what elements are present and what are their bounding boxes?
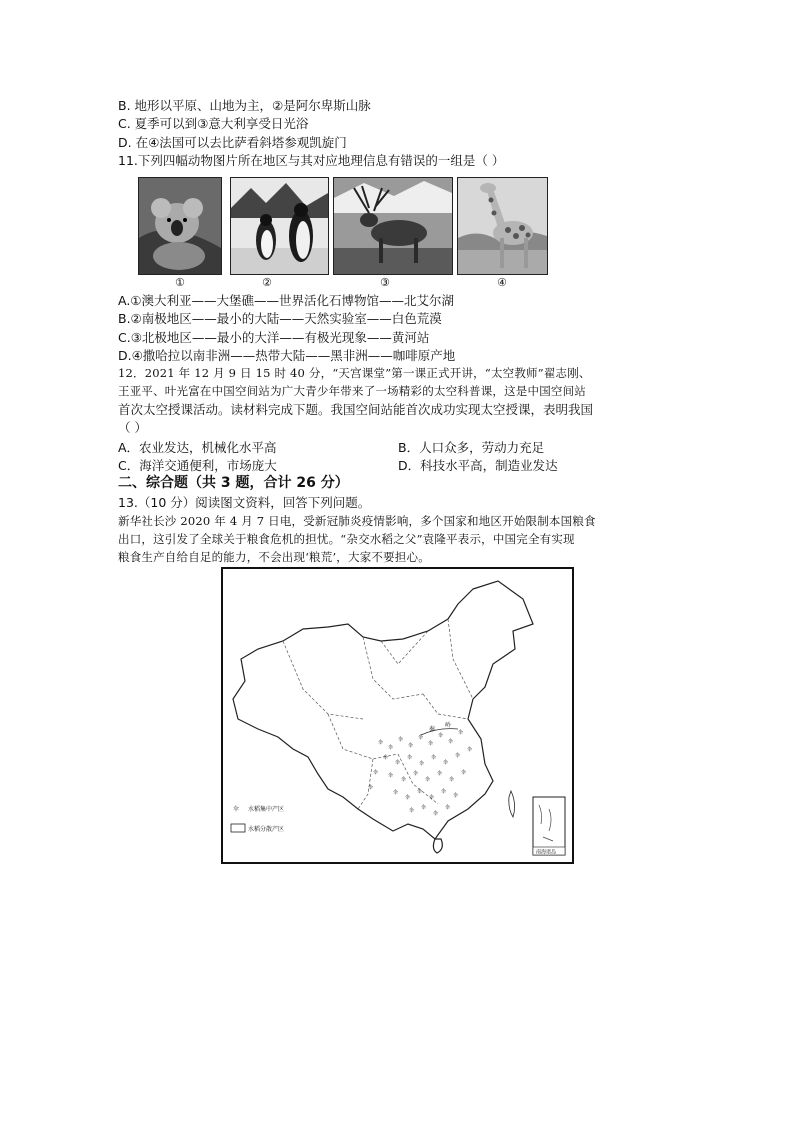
svg-text:伞: 伞 [368, 785, 374, 791]
svg-text:伞: 伞 [458, 730, 464, 736]
legend-label-1: 水稻集中产区 [248, 806, 285, 813]
svg-text:伞: 伞 [448, 739, 454, 745]
south-china-sea-inset [533, 797, 565, 856]
svg-text:伞: 伞 [398, 737, 404, 743]
svg-text:伞: 伞 [455, 753, 461, 759]
svg-text:伞: 伞 [467, 747, 473, 753]
svg-text:伞: 伞 [233, 806, 240, 813]
question-12-line1: 12．2021 年 12 月 9 日 15 时 40 分，“天宫课堂”第一课正式开讲，“太空教师”翟志刚、 [118, 366, 591, 380]
option-c: C. 夏季可以到③意大利享受日光浴 [118, 116, 309, 131]
penguin-photo [230, 177, 329, 275]
china-outline [233, 581, 533, 839]
rice-symbols [368, 729, 472, 817]
svg-text:伞: 伞 [417, 789, 423, 795]
option-b: B. 地形以平原、山地为主，②是阿尔卑斯山脉 [118, 98, 371, 113]
question-12-line3: 首次太空授课活动。读材料完成下题。我国空间站能首次成功实现太空授课，表明我国 [118, 402, 594, 417]
svg-text:伞: 伞 [405, 795, 411, 801]
svg-text:伞: 伞 [428, 741, 434, 747]
svg-text:伞: 伞 [445, 805, 451, 811]
svg-text:伞: 伞 [418, 735, 424, 741]
svg-text:伞: 伞 [373, 770, 379, 776]
reindeer-photo [333, 177, 453, 275]
svg-text:伞: 伞 [388, 773, 394, 779]
q12-option-c: C．海洋交通便利，市场庞大 [118, 458, 277, 473]
svg-text:伞: 伞 [433, 811, 439, 817]
svg-text:伞: 伞 [431, 755, 437, 761]
svg-text:伞: 伞 [453, 793, 459, 799]
svg-text:伞: 伞 [408, 743, 414, 749]
photo-label-3: ③ [380, 276, 390, 289]
option-d: D. 在④法国可以去比萨看斜塔参观凯旋门 [118, 135, 347, 150]
animal-photos [138, 177, 548, 277]
question-13: 13.（10 分）阅读图文资料，回答下列问题。 [118, 495, 371, 510]
q12-option-b: B．人口众多，劳动力充足 [398, 440, 545, 455]
svg-text:伞: 伞 [393, 790, 399, 796]
china-rice-map [221, 567, 574, 864]
question-11: 11.下列四幅动物图片所在地区与其对应地理信息有错误的一组是（ ） [118, 153, 505, 168]
svg-text:伞: 伞 [421, 805, 427, 811]
svg-text:伞: 伞 [401, 777, 407, 783]
svg-text:伞: 伞 [407, 755, 413, 761]
question-12-line2: 王亚平、叶光富在中国空间站为广大青少年带来了一场精彩的太空科普课，这是中国空间站 [118, 384, 586, 398]
svg-text:伞: 伞 [425, 777, 431, 783]
svg-text:伞: 伞 [443, 760, 449, 766]
photo-label-1: ① [175, 276, 185, 289]
inset-label: 南海诸岛 [536, 849, 557, 856]
svg-text:伞: 伞 [429, 795, 435, 801]
svg-text:伞: 伞 [388, 745, 394, 751]
q12-option-a: A．农业发达，机械化水平高 [118, 440, 277, 455]
svg-text:伞: 伞 [449, 777, 455, 783]
label-qin: 秦 [429, 726, 436, 733]
passage-line3: 粮食生产自给自足的能力，不会出现‘粮荒’，大家不要担心。 [118, 550, 430, 564]
svg-text:伞: 伞 [419, 761, 425, 767]
legend [231, 805, 284, 833]
svg-text:伞: 伞 [383, 755, 389, 761]
question-12-line4: （ ） [118, 420, 147, 435]
koala-photo [138, 177, 222, 275]
svg-text:伞: 伞 [461, 770, 467, 776]
passage-line1: 新华社长沙 2020 年 4 月 7 日电，受新冠肺炎疫情影响，多个国家和地区开始限制本国粮食 [118, 514, 596, 528]
q12-option-d: D．科技水平高，制造业发达 [398, 458, 558, 473]
passage-line2: 出口，这引发了全球关于粮食危机的担忧。“杂交水稻之父”袁隆平表示，中国完全有实现 [118, 532, 575, 546]
label-ling: 岭 [445, 722, 452, 729]
photo-label-4: ④ [497, 276, 507, 289]
q11-option-c: C.③北极地区——最小的大洋——有极光现象——黄河站 [118, 330, 430, 345]
legend-label-2: 水稻分散产区 [248, 826, 285, 833]
svg-text:伞: 伞 [437, 771, 443, 777]
svg-text:伞: 伞 [413, 771, 419, 777]
svg-text:伞: 伞 [395, 760, 401, 766]
section-2-heading: 二、综合题（共 3 题，合计 26 分） [118, 475, 349, 491]
q11-option-a: A.①澳大利亚——大堡礁——世界活化石博物馆——北艾尔湖 [118, 293, 455, 308]
q11-option-d: D.④撒哈拉以南非洲——热带大陆——黑非洲——咖啡原产地 [118, 348, 456, 363]
svg-text:伞: 伞 [438, 733, 444, 739]
giraffe-photo [457, 177, 548, 275]
svg-text:伞: 伞 [378, 740, 384, 746]
svg-text:伞: 伞 [441, 789, 447, 795]
photo-label-2: ② [262, 276, 272, 289]
q11-option-b: B.②南极地区——最小的大陆——天然实验室——白色荒漠 [118, 311, 442, 326]
svg-text:伞: 伞 [409, 808, 415, 814]
